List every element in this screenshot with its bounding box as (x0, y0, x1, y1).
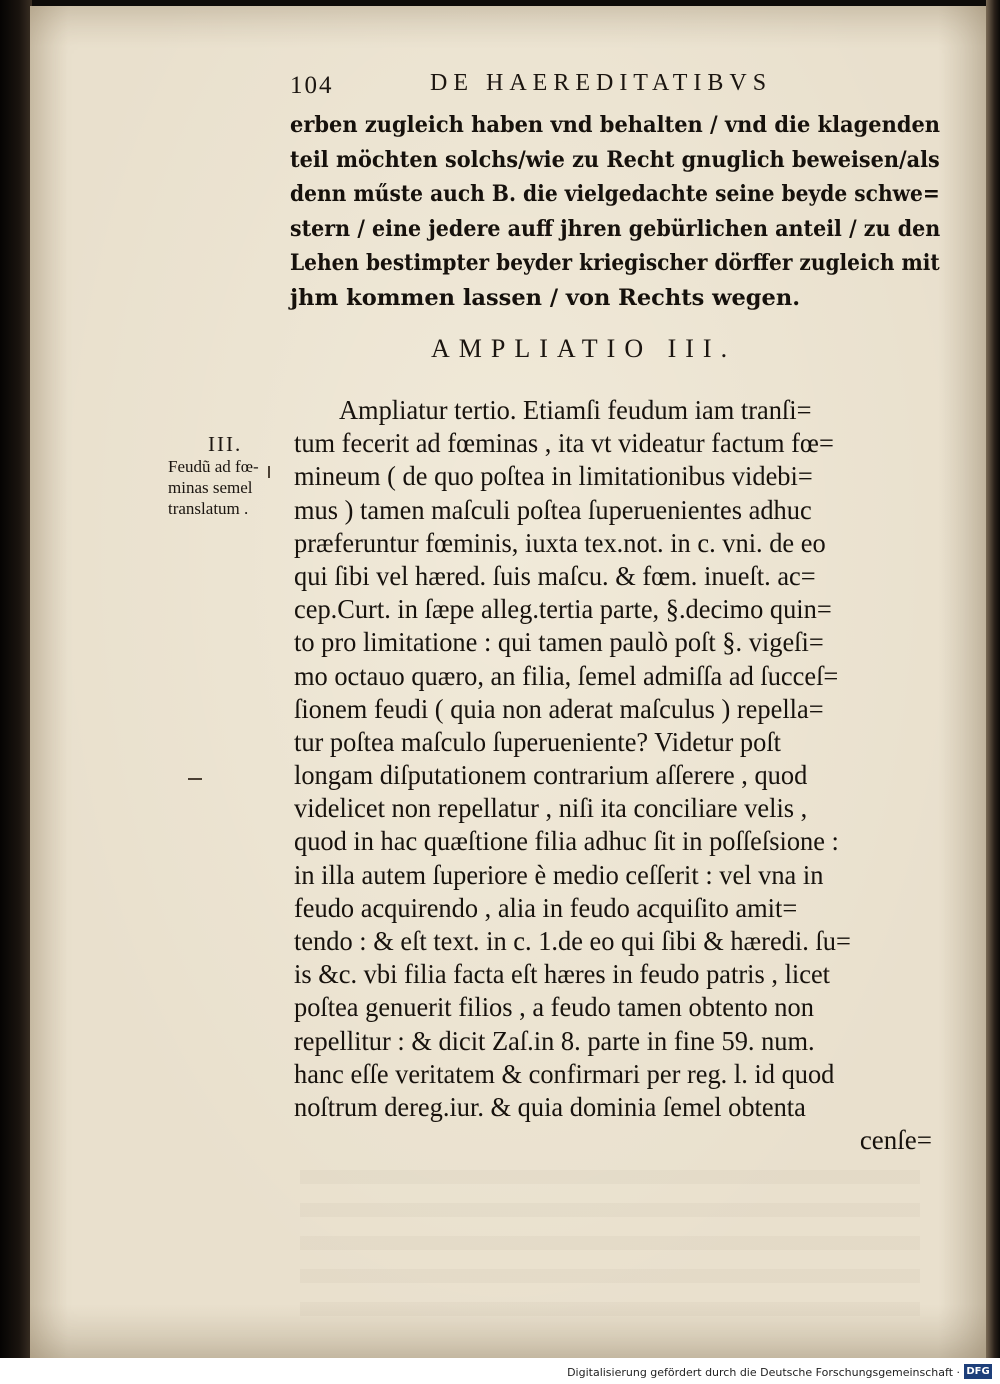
german-line: denn műste auch B. die vielgedachte seine beyde schwe= (290, 181, 940, 208)
marginal-note (168, 432, 292, 519)
page-number: 104 (290, 72, 334, 99)
catchword: cenſe= (859, 1125, 932, 1156)
latin-line: mus ) tamen maſculi poſtea ſuperuenientes adhuc (294, 494, 812, 525)
latin-line: mo octauo quæro, an filia, ſemel admiſſa ad ſucceſ= (294, 660, 839, 691)
latin-line: tendo : & eſt text. in c. 1.de eo qui ſibi & hæredi. ſu= (294, 926, 851, 956)
margin-mark (268, 466, 270, 478)
latin-line: longam diſputationem contrarium aſſerere , quod (294, 760, 808, 791)
running-head (290, 70, 850, 102)
latin-line: repellitur : & dicit Zaſ.in 8. parte in fine 59. num. (294, 1025, 815, 1056)
latin-line: qui ſibi vel hæred. ſuis maſcu. & fœm. inueſt. ac= (294, 560, 816, 591)
latin-line: mineum ( de quo poſtea in limitationibus videbi= (294, 461, 813, 492)
german-line: erben zugleich haben vnd behalten / vnd die klagenden (290, 112, 941, 138)
latin-line: cep.Curt. in ſæpe alleg.tertia parte, §.decimo quin= (294, 594, 832, 625)
german-line: stern / eine jedere auff jhren gebürlichen anteil / zu den (290, 215, 941, 242)
german-line: jhm kommen lassen / von Rechts wegen. (290, 284, 801, 311)
latin-line: tum fecerit ad fœminas , ita vt videatur factum fœ= (294, 428, 834, 459)
latin-line: feudo acquirendo , alia in feudo acquiſito amit= (294, 892, 798, 923)
section-heading: AMPLIATIO III. (431, 334, 737, 363)
running-title: DE HAEREDITATIBVS (430, 70, 773, 96)
marginal-note-line: minas semel (168, 478, 253, 497)
marginal-note-line: Feudũ ad fœ- (168, 457, 259, 476)
digitization-credit: Digitalisierung gefördert durch die Deutsche Forschungsgemeinschaft · (567, 1366, 960, 1379)
latin-line: is &c. vbi filia facta eſt hæres in feudo patris , licet (294, 959, 831, 990)
margin-mark (188, 778, 202, 780)
latin-paragraph (294, 394, 944, 1157)
latin-line: præferuntur fœminis, iuxta tex.not. in c. vni. de eo (294, 527, 826, 558)
latin-line: ſionem feudi ( quia non aderat maſculus ) repella= (294, 693, 824, 724)
german-line: teil möchten solchs/wie zu Recht gnuglich beweisen/als (290, 146, 940, 173)
latin-line: tur poſtea maſculo ſuperueniente? Videtur poſt (294, 726, 782, 757)
german-line: Lehen bestimpter beyder kriegischer dörffer zugleich mit (290, 250, 940, 277)
latin-line: poſtea genuerit filios , a feudo tamen obtento non (294, 992, 814, 1023)
dfg-logo: DFG (964, 1364, 992, 1379)
scan-border-right (986, 0, 1000, 1360)
scan-border-left (0, 0, 32, 1360)
latin-line: hanc eſſe veritatem & confirmari per reg. l. id quod (294, 1058, 835, 1089)
latin-line: noſtrum dereg.iur. & quia dominia ſemel obtenta (294, 1091, 806, 1122)
latin-line: Ampliatur tertio. Etiamſi feudum iam tranſi= (338, 395, 812, 425)
latin-line: in illa autem ſuperiore è medio ceſſerit : vel vna in (294, 859, 824, 890)
latin-line: quod in hac quæſtione filia adhuc ſit in poſſeſsione : (294, 826, 839, 857)
german-fraktur-paragraph (290, 108, 940, 316)
latin-line: to pro limitatione : qui tamen paulò poſt §. vigeſi= (294, 627, 824, 658)
latin-line: videlicet non repellatur , niſi ita conciliare velis , (294, 793, 808, 824)
marginal-note-number: III. (208, 432, 243, 456)
marginal-note-line: translatum . (168, 499, 249, 518)
bleed-through-texture (300, 1170, 920, 1320)
